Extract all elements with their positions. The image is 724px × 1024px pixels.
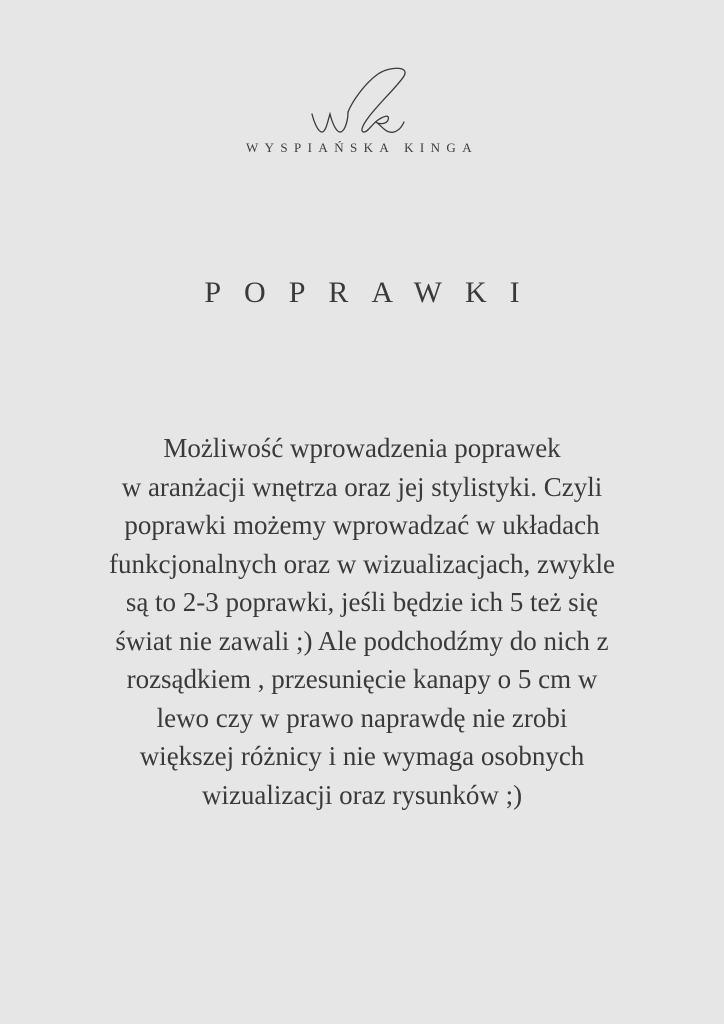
brand-name: WYSPIAŃSKA KINGA: [245, 140, 479, 155]
body-line: w aranżacji wnętrza oraz jej stylistyki. Czyli: [121, 471, 603, 502]
body-paragraph: [40, 429, 684, 814]
body-line: poprawki możemy wprowadzać w układach: [124, 510, 600, 540]
monogram-signature-logo: [298, 62, 418, 142]
body-line: funkcjonalnych oraz w wizualizacjach, zwykle: [108, 548, 615, 579]
body-line: rozsądkiem , przesunięcie kanapy o 5 cm w: [126, 664, 598, 694]
body-line: Możliwość wprowadzenia poprawek: [163, 433, 561, 463]
page-title: POPRAWKI: [204, 276, 543, 309]
body-line: świat nie zawali ;) Ale podchodźmy do nich z: [115, 625, 609, 656]
body-line: lewo czy w prawo naprawdę nie zrobi: [156, 702, 568, 733]
body-line: wizualizacji oraz rysunków ;): [201, 779, 523, 810]
body-line: są to 2-3 poprawki, jeśli będzie ich 5 też się: [125, 587, 599, 617]
brand-logo: [0, 62, 724, 162]
body-line: większej różnicy i nie wymaga osobnych: [139, 741, 585, 771]
